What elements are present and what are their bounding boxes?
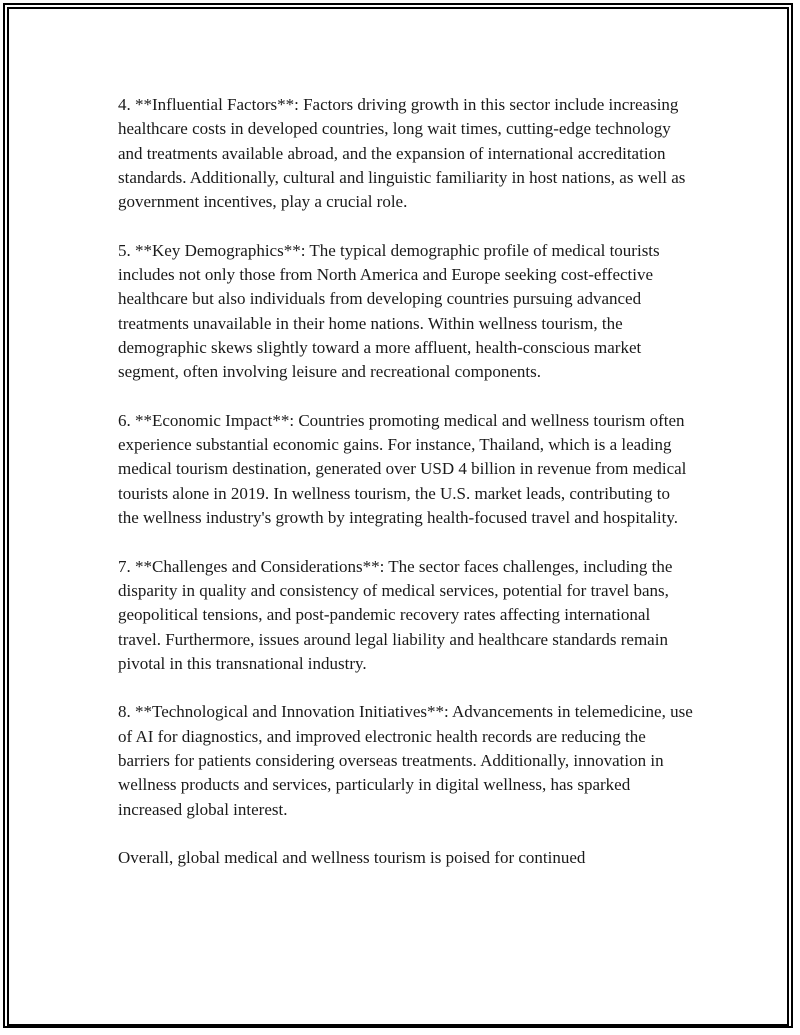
paragraph-challenges: 7. **Challenges and Considerations**: The sector faces challenges, including the disparity in quality and consistency of medical services, potential for travel bans, geopolitical tensions, and post-pandemic recovery rates affecting international travel. Furthermore, issues around legal liability and healthcare standards remain pivotal in this transnational industry. xyxy=(118,556,673,673)
document-body xyxy=(118,93,693,895)
paragraph-influential-factors: 4. **Influential Factors**: Factors driving growth in this sector include increasing healthcare costs in developed countries, long wait times, cutting-edge technology and treatments available abroad, and the expansion of international accreditation standards. Additionally, cultural and linguistic familiarity in host nations, as well as government incentives, play a crucial role. xyxy=(118,95,686,212)
paragraph-key-demographics: 5. **Key Demographics**: The typical demographic profile of medical tourists includes not only those from North America and Europe seeking cost-effective healthcare but also individuals from developing countries pursuing advanced treatments unavailable in their home nations. Within wellness tourism, the demographic skews slightly toward a more affluent, health-conscious market segment, often involving leisure and recreational components. xyxy=(118,240,660,382)
paragraph-economic-impact: 6. **Economic Impact**: Countries promoting medical and wellness tourism often experience substantial economic gains. For instance, Thailand, which is a leading medical tourism destination, generated over USD 4 billion in revenue from medical tourists alone in 2019. In wellness tourism, the U.S. market leads, contributing to the wellness industry's growth by integrating health-focused travel and hospitality. xyxy=(118,410,687,528)
paragraph-overall: Overall, global medical and wellness tourism is poised for continued xyxy=(118,848,586,868)
paragraph-technology-innovation: 8. **Technological and Innovation Initiatives**: Advancements in telemedicine, use of AI for diagnostics, and improved electronic health records are reducing the barriers for patients considering overseas treatments. Additionally, innovation in wellness products and services, particularly in digital wellness, has sparked increased global interest. xyxy=(118,702,693,819)
